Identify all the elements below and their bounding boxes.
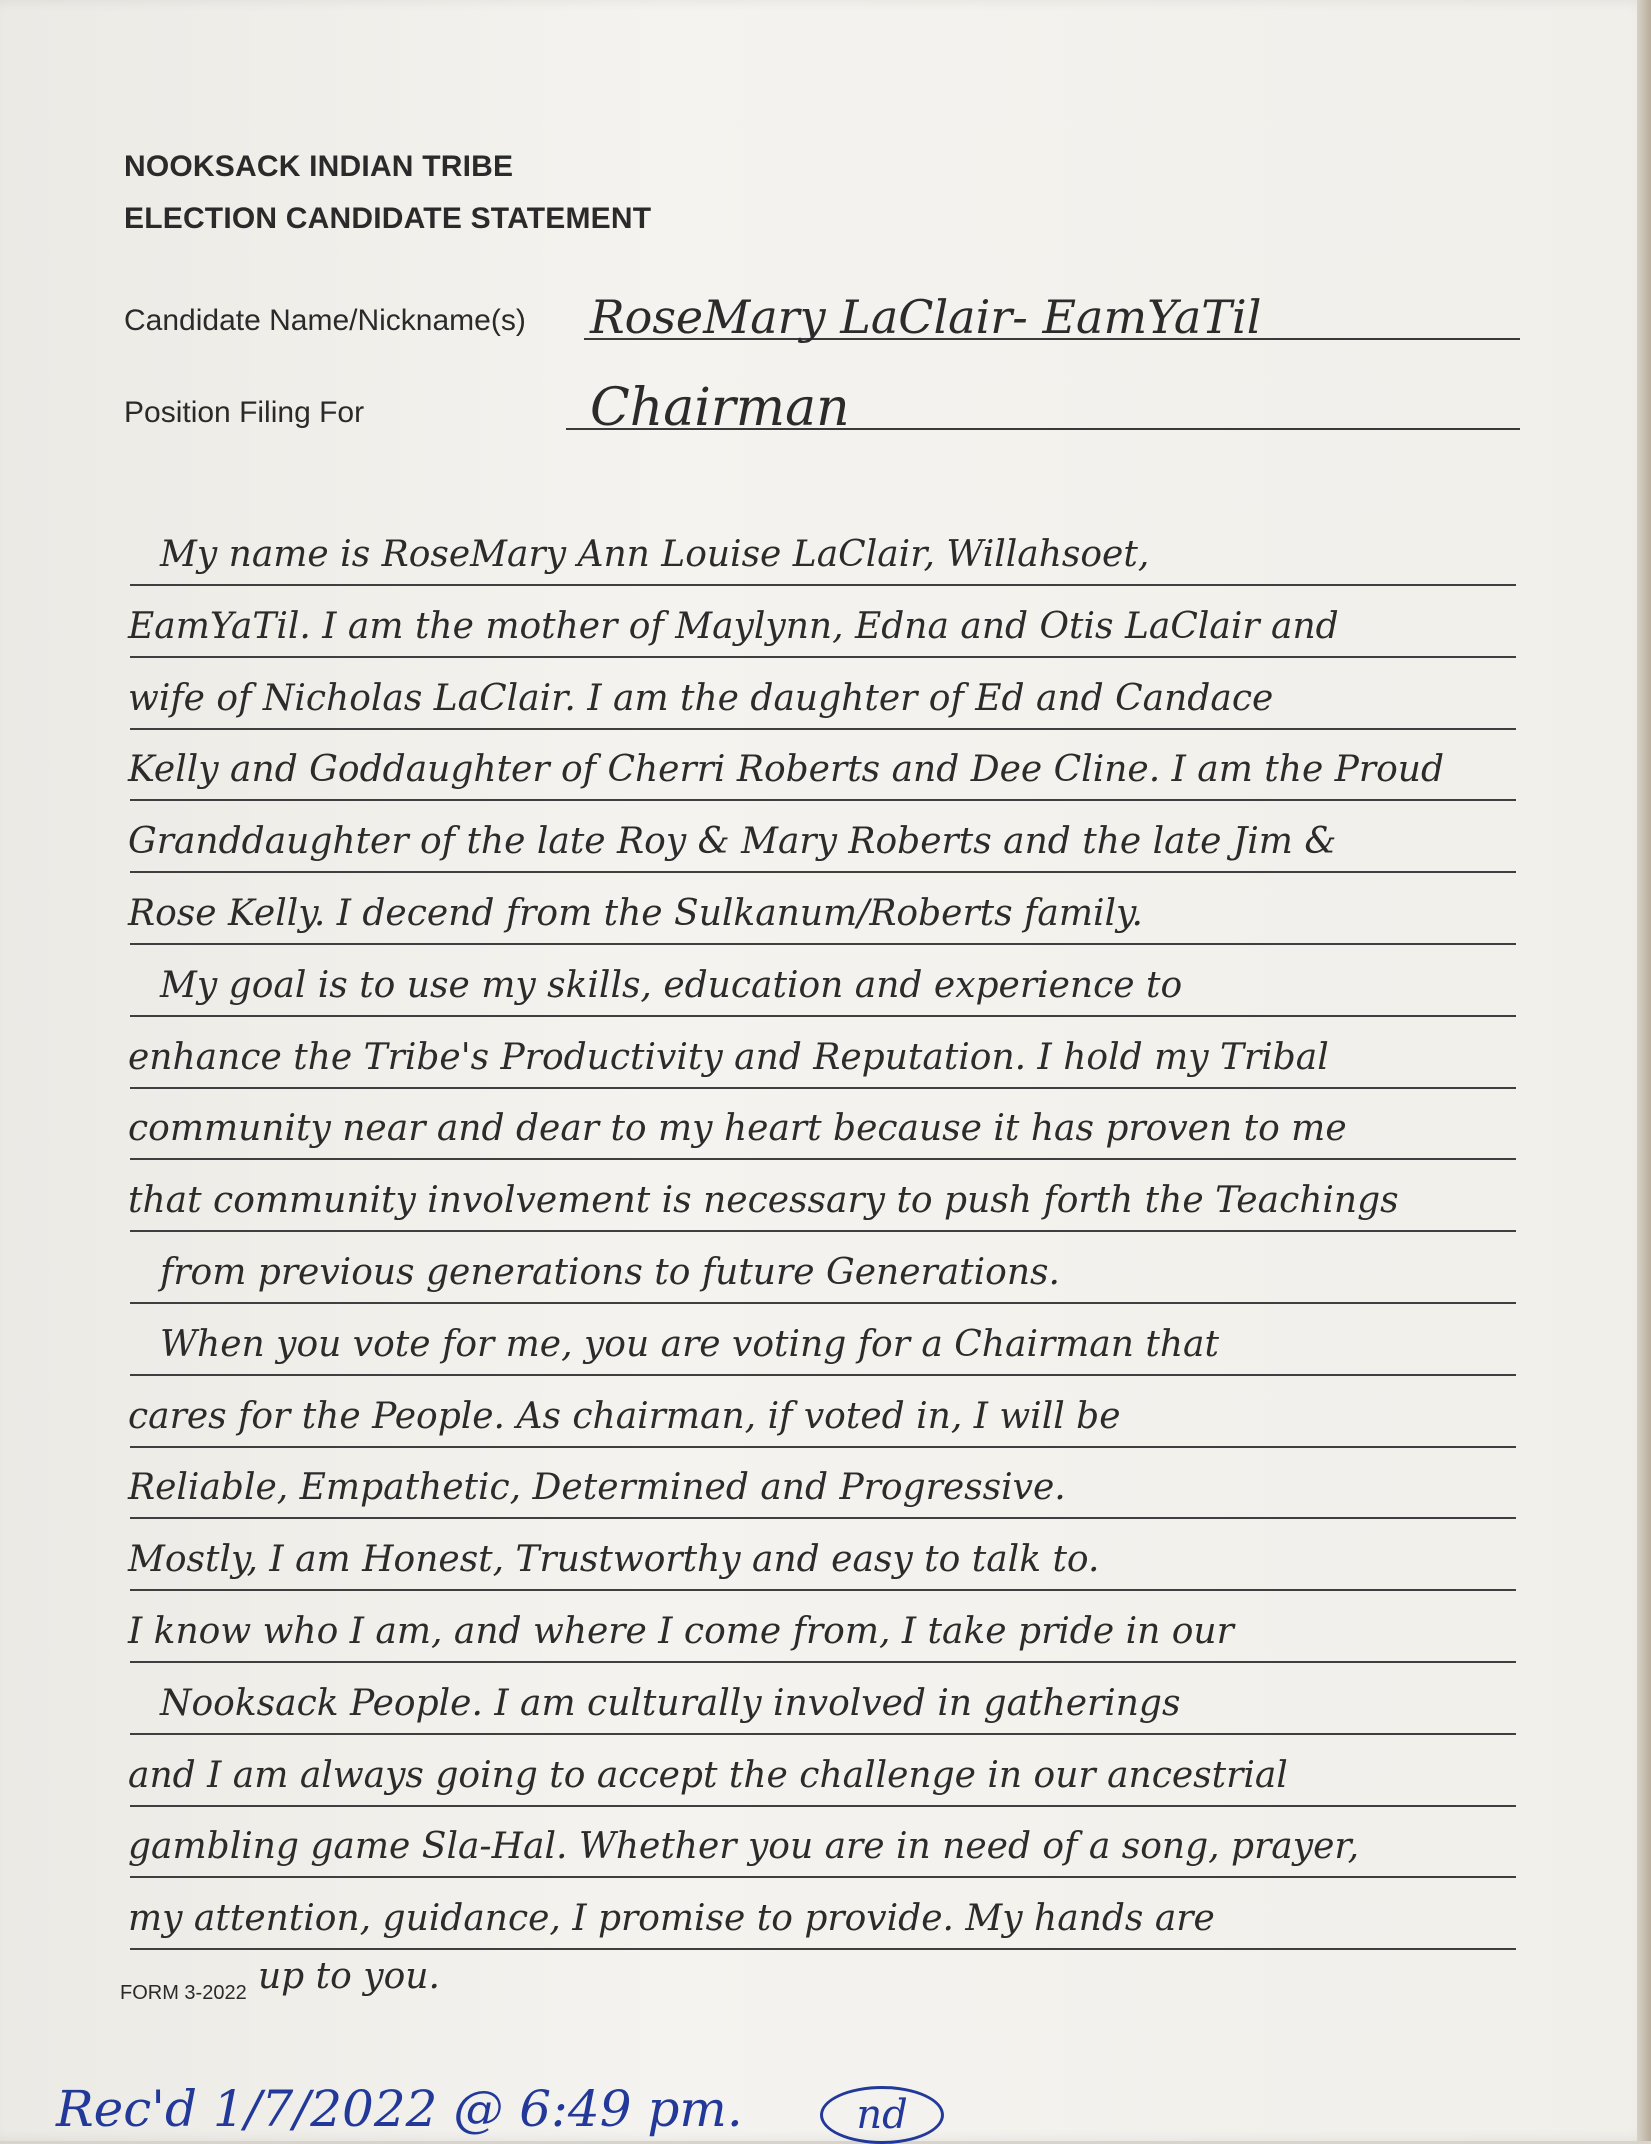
statement-rule xyxy=(130,1876,1516,1878)
paper-edge xyxy=(1637,0,1651,2141)
statement-line: Kelly and Goddaughter of Cherri Roberts and Dee Cline. I am the Proud xyxy=(128,749,1445,791)
statement-line: I know who I am, and where I come from, I take pride in our xyxy=(128,1611,1234,1652)
statement-line: from previous generations to future Generations. xyxy=(160,1252,1060,1293)
statement-line: cares for the People. As chairman, if voted in, I will be xyxy=(128,1395,1121,1437)
statement-rule xyxy=(130,1733,1516,1735)
tribe-title: NOOKSACK INDIAN TRIBE xyxy=(124,150,514,183)
statement-rule xyxy=(130,1230,1516,1232)
statement-line: EamYaTil. I am the mother of Maylynn, Edna and Otis LaClair and xyxy=(128,605,1339,647)
statement-line: My name is RoseMary Ann Louise LaClair, Willahsoet, xyxy=(160,534,1150,575)
statement-line: Reliable, Empathetic, Determined and Progressive. xyxy=(128,1467,1066,1509)
form-title: ELECTION CANDIDATE STATEMENT xyxy=(124,202,652,235)
statement-rule xyxy=(130,1374,1516,1376)
statement-line: My goal is to use my skills, education and experience to xyxy=(160,964,1183,1006)
statement-line: gambling game Sla-Hal. Whether you are in need of a song, prayer, xyxy=(128,1826,1360,1868)
statement-line: and I am always going to accept the challenge in our ancestrial xyxy=(128,1754,1288,1796)
statement-rule xyxy=(130,799,1516,801)
statement-rule xyxy=(130,871,1516,873)
statement-line: Nooksack People. I am culturally involved in gatherings xyxy=(160,1682,1181,1724)
statement-line: that community involvement is necessary to push forth the Teachings xyxy=(128,1180,1399,1222)
statement-line: wife of Nicholas LaClair. I am the daughter of Ed and Candace xyxy=(128,677,1274,719)
form-id: FORM 3-2022 xyxy=(120,1982,247,2004)
position-label: Position Filing For xyxy=(124,396,365,429)
statement-rule xyxy=(130,1015,1516,1017)
candidate-name-value: RoseMary LaClair- EamYaTil xyxy=(590,290,1262,344)
statement-line: Granddaughter of the late Roy & Mary Roberts and the late Jim & xyxy=(128,821,1337,863)
statement-rule xyxy=(130,943,1516,945)
received-initials-text: nd xyxy=(856,2092,908,2138)
statement-rule xyxy=(130,584,1516,586)
statement-line: community near and dear to my heart because it has proven to me xyxy=(128,1108,1347,1150)
statement-rule xyxy=(130,1517,1516,1519)
statement-line: up to you. xyxy=(258,1956,440,1997)
statement-rule xyxy=(130,1948,1516,1950)
candidate-name-label: Candidate Name/Nickname(s) xyxy=(124,304,526,337)
statement-rule xyxy=(130,1087,1516,1089)
position-value: Chairman xyxy=(590,378,850,438)
statement-line: enhance the Tribe's Productivity and Reputation. I hold my Tribal xyxy=(128,1036,1329,1078)
statement-rule xyxy=(130,656,1516,658)
statement-rule xyxy=(130,1446,1516,1448)
statement-line: When you vote for me, you are voting for a Chairman that xyxy=(160,1323,1219,1365)
statement-rule xyxy=(130,1589,1516,1591)
statement-rule xyxy=(130,1805,1516,1807)
statement-line: Mostly, I am Honest, Trustworthy and easy to talk to. xyxy=(128,1539,1100,1581)
statement-line: my attention, guidance, I promise to provide. My hands are xyxy=(128,1898,1215,1940)
statement-rule xyxy=(130,1661,1516,1663)
statement-rule xyxy=(130,728,1516,730)
statement-rule xyxy=(130,1158,1516,1160)
statement-rule xyxy=(130,1302,1516,1304)
received-note: Rec'd 1/7/2022 @ 6:49 pm. xyxy=(56,2080,743,2138)
received-initials xyxy=(820,2086,944,2144)
statement-line: Rose Kelly. I decend from the Sulkanum/Roberts family. xyxy=(128,893,1143,934)
